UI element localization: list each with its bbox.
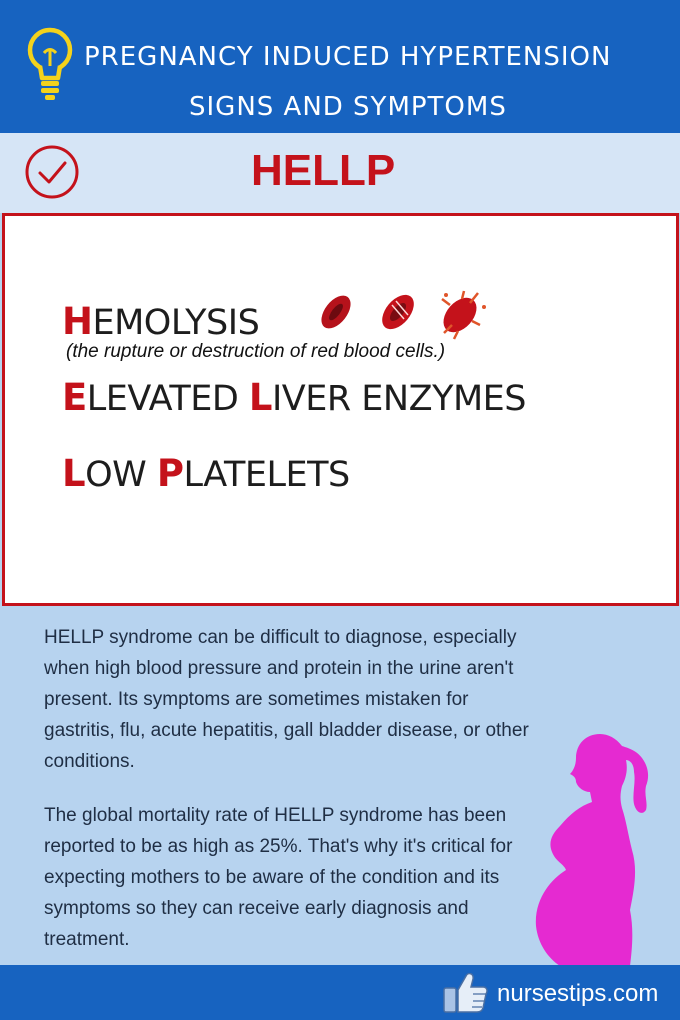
lightbulb-icon (24, 26, 76, 106)
acronym-elevated-liver-enzymes (62, 376, 526, 419)
title-line-1: PREGNANCY INDUCED HYPERTENSION (84, 42, 612, 72)
acronym-letter: H (62, 300, 93, 343)
acronym-word: IVER ENZYMES (271, 379, 526, 419)
description-paragraph-1: HELLP syndrome can be difficult to diagnose, especially when high blood pressure and protein in the urine aren't present. Its symptoms are sometimes mistaken for gastritis, flu, acute hepatitis, gall bladder disease, or other conditions. (44, 627, 529, 772)
red-blood-cells-icon (318, 285, 498, 345)
section-title: HELLP (251, 146, 396, 195)
site-link[interactable]: nursestips.com (497, 980, 659, 1007)
acronym-letter: E (62, 376, 87, 419)
thumbs-up-icon (442, 970, 488, 1014)
acronym-word: LATELETS (183, 455, 350, 495)
description-paragraph-2: The global mortality rate of HELLP syndrome has been reported to be as high as 25%. That's why it's critical for expecting mothers to be aware of the condition and its symptoms so they can receive early diagnosis and treatment. (44, 805, 513, 950)
acronym-letter: L (62, 452, 86, 495)
checkmark-circle-icon (22, 142, 82, 202)
hemolysis-note: (the rupture or destruction of red blood cells.) (66, 341, 446, 362)
acronym-letter: L (248, 376, 272, 419)
acronym-word: EMOLYSIS (92, 303, 260, 343)
page-title (84, 32, 654, 132)
title-line-2: SIGNS AND SYMPTOMS (189, 92, 507, 122)
pregnant-woman-silhouette (530, 730, 670, 970)
acronym-low-platelets (62, 452, 350, 495)
acronym-letter: P (156, 452, 184, 495)
acronym-word: OW (85, 455, 157, 495)
acronym-hemolysis (62, 300, 259, 343)
acronym-word: LEVATED (86, 379, 249, 419)
